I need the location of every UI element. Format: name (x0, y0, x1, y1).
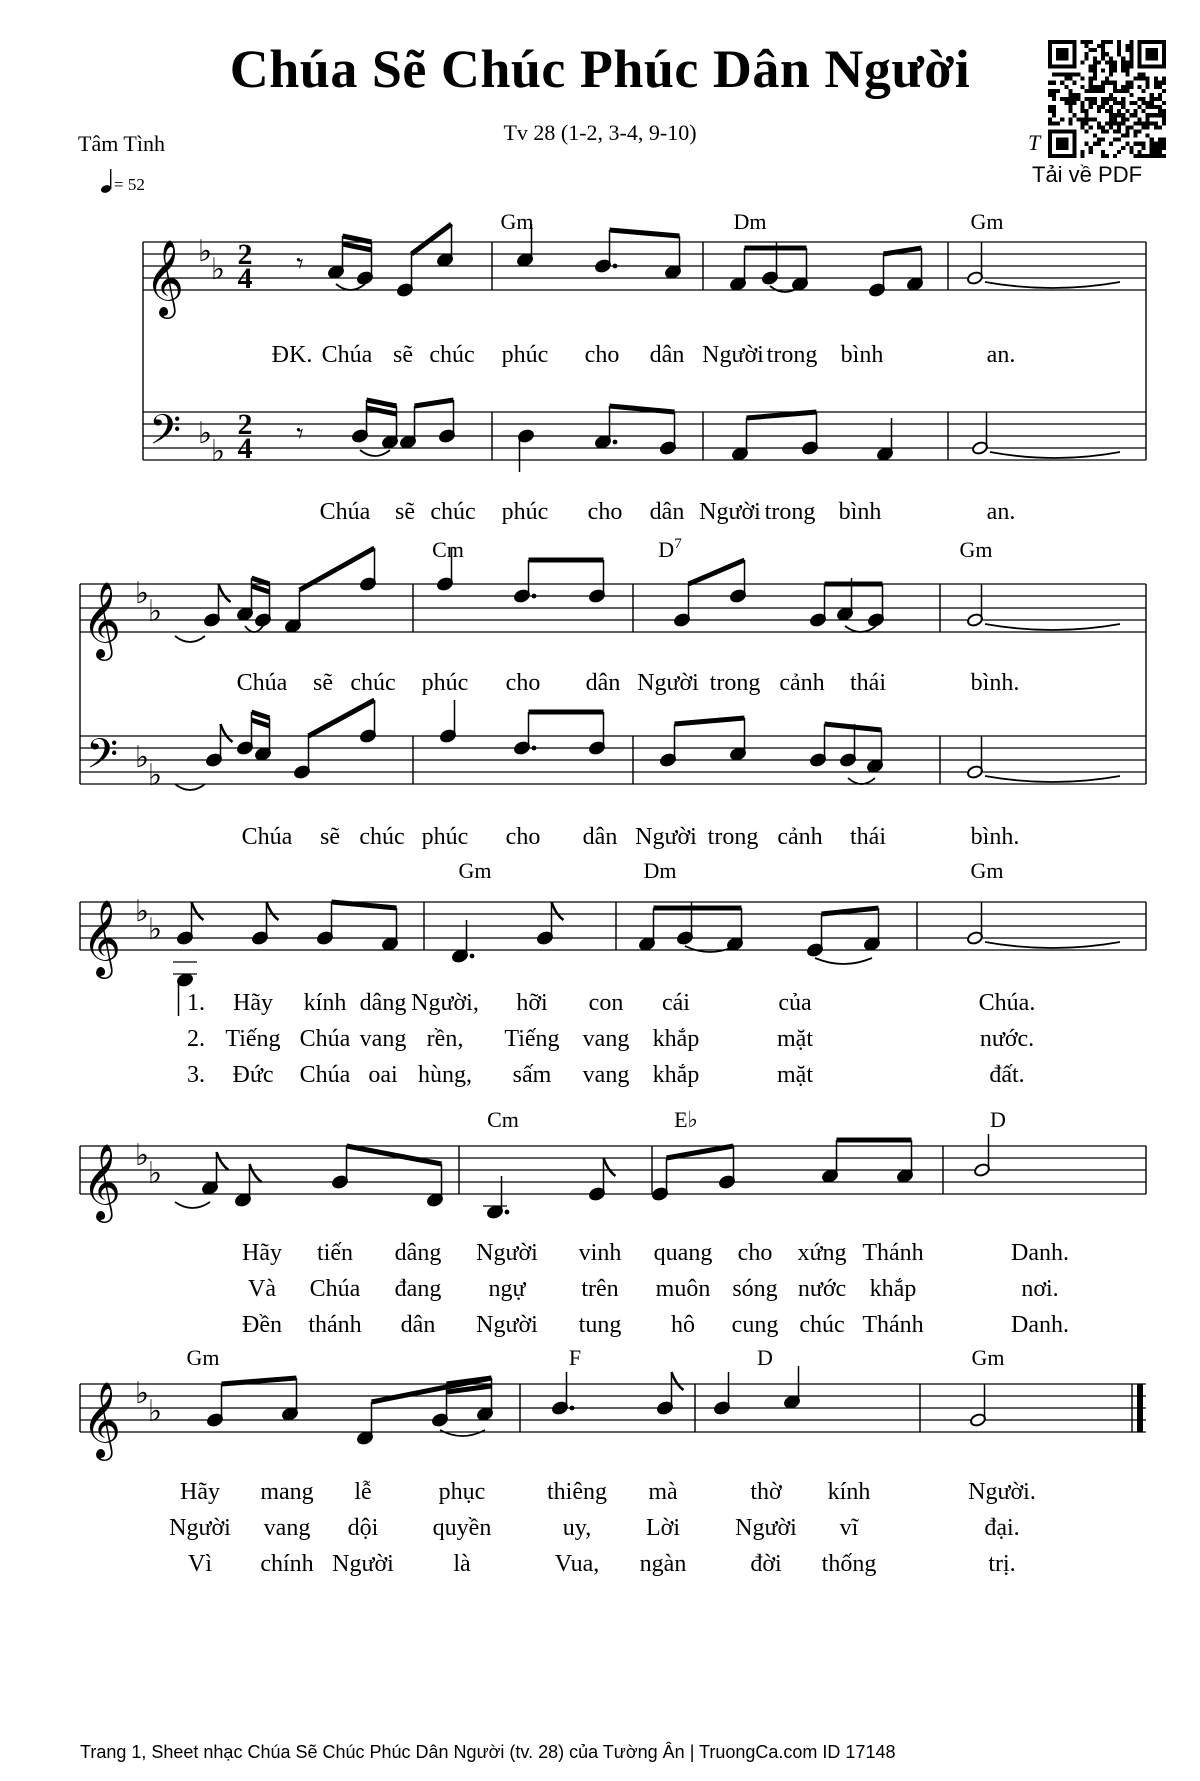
treble-lyric: dân (649, 342, 685, 368)
verse-lyric: chính (260, 1551, 314, 1577)
key-flat: ♭ (134, 576, 150, 611)
verse-lyric: hô (671, 1312, 695, 1338)
verse-lyric: thờ (750, 1479, 782, 1505)
verse-lyric: Người, (411, 990, 479, 1016)
key-flat: ♭ (197, 234, 213, 269)
verse-lyric: thiêng (547, 1479, 607, 1505)
bass-lyric: Chúa (319, 499, 371, 525)
chord-symbol: Gm (186, 1345, 220, 1370)
bass-lyric: sẽ (395, 499, 415, 525)
verse-lyric: con (588, 990, 624, 1016)
note (659, 724, 676, 767)
verse-lyric: Thánh (862, 1312, 924, 1338)
beam (610, 406, 675, 412)
verse-lyric: quang (653, 1240, 713, 1266)
treble-clef: 𝄞 (82, 1143, 122, 1220)
tie (815, 958, 872, 964)
note (966, 242, 983, 285)
note (551, 1372, 568, 1415)
chord-symbol: Gm (970, 858, 1004, 883)
treble-clef: 𝄞 (145, 239, 185, 316)
chord-symbol: Gm (970, 209, 1004, 234)
verse-lyric: uy, (562, 1515, 592, 1541)
beam (447, 1378, 492, 1384)
verse-lyric: Vua, (554, 1551, 600, 1577)
beam (610, 230, 680, 236)
treble-lyric: trong (766, 342, 818, 368)
verse-lyric: vang (582, 1062, 630, 1088)
beam (222, 1378, 297, 1384)
verse-lyric: đời (750, 1551, 782, 1577)
final-barline (1137, 1384, 1143, 1432)
key-flat: ♭ (197, 416, 213, 451)
psalm-reference: Tv 28 (1-2, 3-4, 9-10) (503, 120, 697, 145)
verse-lyric: Tiếng (504, 1026, 560, 1052)
chord-symbol: Dm (643, 858, 677, 883)
bass-lyric: trong (764, 499, 816, 525)
tie (440, 1430, 485, 1436)
chord-symbol: Gm (500, 209, 534, 234)
note (517, 429, 534, 472)
note (973, 1134, 990, 1177)
verse-lyric: nơi. (1021, 1276, 1059, 1302)
verse-lyric: tiến (317, 1240, 353, 1266)
beam (343, 236, 372, 242)
verse-lyric: Người (169, 1515, 231, 1541)
flag (552, 902, 564, 920)
key-flat: ♭ (210, 252, 226, 287)
verse-lyric: cung (731, 1312, 779, 1338)
bass-lyric: dân (649, 499, 685, 525)
treble-lyric: dân (585, 670, 621, 696)
treble-lyric: sẽ (313, 670, 333, 696)
flag (192, 902, 204, 920)
note (203, 584, 220, 627)
tie (985, 776, 1120, 782)
verse-lyric: Người. (968, 1479, 1036, 1505)
note (236, 712, 253, 755)
note (806, 914, 823, 957)
flag (604, 1158, 616, 1176)
treble-lyric: cảnh (779, 670, 825, 696)
tempo-value: = 52 (114, 175, 145, 194)
note (588, 560, 605, 603)
composer-credit-partial: T (1028, 130, 1041, 155)
time-sig-bottom: 4 (237, 432, 253, 465)
bass-lyric: phúc (421, 824, 469, 850)
key-flat: ♭ (210, 434, 226, 469)
treble-lyric: Chúa (236, 670, 288, 696)
beam (309, 700, 375, 736)
key-flat: ♭ (134, 1138, 150, 1173)
beam (367, 400, 397, 406)
note (867, 584, 884, 627)
note (966, 736, 983, 779)
verse-lyric: Chúa (309, 1276, 361, 1302)
verse-lyric: dội (347, 1515, 379, 1541)
note (588, 712, 605, 755)
flag (221, 724, 233, 742)
verse-lyric: Người (332, 1551, 394, 1577)
bass-lyric: bình (838, 499, 882, 525)
treble-clef: 𝄞 (82, 581, 122, 658)
tie (985, 624, 1120, 630)
download-pdf-link[interactable]: Tải về PDF (1032, 162, 1143, 187)
key-flat: ♭ (147, 1394, 163, 1429)
verse-lyric: hỡi (516, 990, 548, 1016)
tie (175, 784, 205, 790)
bass-clef: 𝄢 (86, 730, 119, 788)
note (971, 412, 988, 455)
treble-lyric: an. (986, 342, 1016, 368)
flag (267, 902, 279, 920)
chord-symbol: Cm (487, 1107, 519, 1132)
note (659, 412, 676, 455)
verse-lyric: ngàn (639, 1551, 687, 1577)
verse-lyric: Người (476, 1312, 538, 1338)
verse-lyric: trị. (988, 1551, 1016, 1577)
note (351, 400, 368, 443)
page-footer: Trang 1, Sheet nhạc Chúa Sẽ Chúc Phúc Dân Người (tv. 28) của Tường Ân | TruongCa.com ID 17148 (80, 1742, 896, 1762)
note (966, 584, 983, 627)
verse-lyric: đất. (989, 1062, 1025, 1088)
treble-staff (80, 1384, 1146, 1432)
note (439, 700, 456, 743)
dot (505, 1210, 510, 1215)
tie (360, 450, 390, 456)
note (594, 230, 611, 273)
verse-lyric: muôn (655, 1276, 711, 1302)
treble-lyric: cho (584, 342, 620, 368)
note (713, 1372, 730, 1415)
verse-lyric: hùng, (418, 1062, 472, 1088)
note (396, 254, 413, 297)
verse-lyric: Người (735, 1515, 797, 1541)
beam (252, 586, 270, 592)
verse-lyric: Hãy (180, 1479, 220, 1505)
treble-lyric: sẽ (393, 342, 413, 368)
chord-symbol: Gm (959, 537, 993, 562)
verse-lyric: mặt (777, 1026, 813, 1052)
treble-staff (143, 242, 1146, 290)
key-flat: ♭ (134, 740, 150, 775)
bass-lyric: trong (707, 824, 759, 850)
verse-lyric: vinh (578, 1240, 622, 1266)
treble-clef: 𝄞 (82, 1381, 122, 1458)
note (293, 736, 310, 779)
treble-lyric: phúc (501, 342, 549, 368)
verse-lyric: Lời (645, 1515, 681, 1541)
beam (252, 720, 270, 726)
verse-lyric: dâng (359, 990, 407, 1016)
eighth-rest: 𝄾 (296, 417, 304, 451)
tie (985, 942, 1120, 948)
dot (613, 440, 618, 445)
key-flat: ♭ (147, 912, 163, 947)
verse-lyric: oai (368, 1062, 398, 1088)
chord-symbol: D (757, 1345, 773, 1370)
note (783, 1366, 800, 1409)
bass-lyric: an. (986, 499, 1016, 525)
verse-lyric: mang (260, 1479, 314, 1505)
verse-lyric: Người (476, 1240, 538, 1266)
verse-lyric: vang (582, 1026, 630, 1052)
beam (884, 248, 922, 254)
verse-lyric: Chúa (299, 1062, 351, 1088)
beam (747, 412, 817, 418)
note (969, 1384, 986, 1427)
note (839, 724, 856, 767)
verse-lyric: vang (263, 1515, 311, 1541)
verse-lyric: Tiếng (225, 1026, 281, 1052)
beam (347, 1146, 442, 1164)
verse-lyric: đại. (984, 1515, 1020, 1541)
note (316, 902, 333, 945)
flag (250, 1164, 262, 1182)
lyricist-credit: Tâm Tình (78, 131, 165, 156)
verse-lyric: đang (394, 1276, 442, 1302)
treble-lyric: ĐK. (271, 342, 313, 368)
verse-lyric: của (778, 990, 812, 1016)
note (513, 712, 530, 755)
treble-lyric: chúc (429, 342, 475, 368)
verse-lyric: chúc (799, 1312, 845, 1338)
treble-lyric: Người (637, 670, 699, 696)
page-title: Chúa Sẽ Chúc Phúc Dân Người (229, 39, 971, 99)
verse-lyric: 3. (187, 1062, 205, 1088)
verse-lyric: tung (578, 1312, 622, 1338)
verse-lyric: sấm (512, 1062, 552, 1088)
beam (415, 400, 454, 406)
tie (848, 778, 875, 784)
verse-lyric: Chúa (299, 1026, 351, 1052)
key-flat: ♭ (134, 1376, 150, 1411)
note (588, 1158, 605, 1201)
note (536, 902, 553, 945)
note (251, 902, 268, 945)
note (868, 254, 885, 297)
verse-lyric: vang (359, 1026, 407, 1052)
verse-lyric: 1. (187, 990, 205, 1016)
note (809, 584, 826, 627)
note (513, 560, 530, 603)
bass-lyric: bình. (970, 824, 1020, 850)
dot (470, 954, 475, 959)
time-sig-bottom: 4 (237, 262, 253, 295)
verse-lyric: dân (400, 1312, 436, 1338)
verse-lyric: mặt (777, 1062, 813, 1088)
verse-lyric: thống (821, 1551, 877, 1577)
treble-lyric: thái (850, 670, 886, 696)
verse-lyric: nước (797, 1276, 847, 1302)
verse-lyric: Hãy (242, 1240, 282, 1266)
key-flat: ♭ (134, 894, 150, 929)
key-flat: ♭ (147, 758, 163, 793)
verse-lyric: kính (303, 990, 347, 1016)
flag (217, 1152, 229, 1170)
verse-lyric: trên (581, 1276, 619, 1302)
beam (252, 712, 270, 718)
treble-lyric: chúc (350, 670, 396, 696)
tie (245, 626, 263, 632)
eighth-rest: 𝄾 (296, 247, 304, 281)
chord-symbol: Dm (733, 209, 767, 234)
chord-symbol: D (990, 1107, 1006, 1132)
flag (219, 584, 231, 602)
verse-lyric: Đức (232, 1062, 274, 1088)
note (176, 902, 193, 945)
verse-lyric: cái (662, 990, 690, 1016)
bass-lyric: cảnh (777, 824, 823, 850)
note (651, 1158, 668, 1201)
chord-symbol: E♭ (674, 1107, 698, 1132)
verse-lyric: Chúa. (978, 990, 1036, 1016)
bass-lyric: cho (505, 824, 541, 850)
beam (667, 1146, 734, 1158)
verse-lyric: 2. (187, 1026, 205, 1052)
note (331, 1146, 348, 1189)
key-flat: ♭ (147, 1156, 163, 1191)
beam (367, 408, 397, 414)
note (718, 1146, 735, 1189)
dot (613, 264, 618, 269)
bass-clef: 𝄢 (149, 406, 182, 464)
time-sig-top: 2 (237, 238, 253, 271)
bass-lyric: Chúa (241, 824, 293, 850)
tie (845, 626, 876, 632)
chord-symbol: F (568, 1345, 582, 1370)
beam (332, 902, 397, 908)
beam (689, 560, 745, 584)
verse-lyric: là (453, 1551, 471, 1577)
verse-lyric: khắp (652, 1026, 700, 1052)
verse-lyric: rền, (426, 1026, 464, 1052)
dot (532, 594, 537, 599)
note (801, 412, 818, 455)
note (205, 724, 222, 767)
tie (985, 282, 1120, 288)
tie (336, 284, 365, 290)
verse-lyric: Thánh (862, 1240, 924, 1266)
chord-symbol: $D^7$ (658, 536, 682, 562)
dot (570, 1406, 575, 1411)
chord-symbol: Gm (971, 1345, 1005, 1370)
verse-lyric: xứng (797, 1240, 847, 1266)
note (656, 1372, 673, 1415)
verse-lyric: kính (827, 1479, 871, 1505)
verse-lyric: mà (648, 1479, 678, 1505)
verse-lyric: Danh. (1011, 1240, 1069, 1266)
treble-lyric: Người (702, 342, 764, 368)
treble-lyric: cho (505, 670, 541, 696)
treble-lyric: Chúa (321, 342, 373, 368)
verse-lyric: Và (248, 1276, 276, 1302)
key-flat: ♭ (147, 594, 163, 629)
bass-lyric: cho (587, 499, 623, 525)
verse-lyric: khắp (869, 1276, 917, 1302)
treble-lyric: bình. (970, 670, 1020, 696)
bass-lyric: phúc (501, 499, 549, 525)
verse-lyric: phục (438, 1479, 486, 1505)
verse-lyric: lễ (354, 1479, 372, 1505)
note (438, 400, 455, 443)
verse-lyric: vĩ (839, 1515, 859, 1541)
verse-lyric: quyền (432, 1515, 492, 1541)
verse-lyric: khắp (652, 1062, 700, 1088)
beam (412, 224, 452, 254)
chord-symbol: Cm (432, 537, 464, 562)
verse-lyric: Đền (242, 1312, 282, 1338)
treble-lyric: phúc (421, 670, 469, 696)
treble-lyric: bình (840, 342, 884, 368)
note (809, 724, 826, 767)
beam (343, 244, 372, 250)
note (206, 1384, 223, 1427)
bass-lyric: Người (699, 499, 761, 525)
bass-lyric: thái (850, 824, 886, 850)
tie (175, 1202, 210, 1208)
dot (532, 746, 537, 751)
note (966, 902, 983, 945)
verse-lyric: Vì (188, 1551, 212, 1577)
verse-lyric: sóng (732, 1276, 778, 1302)
note (673, 584, 690, 627)
bass-lyric: chúc (359, 824, 405, 850)
verse-lyric: cho (737, 1240, 773, 1266)
verse-lyric: thánh (308, 1312, 362, 1338)
treble-lyric: trong (709, 670, 761, 696)
beam (675, 718, 745, 724)
treble-clef: 𝄞 (82, 899, 122, 976)
verse-lyric: nước. (979, 1026, 1035, 1052)
bass-lyric: sẽ (320, 824, 340, 850)
flag (672, 1372, 684, 1390)
time-sig-top: 2 (237, 408, 253, 441)
beam (825, 724, 882, 730)
beam (252, 578, 270, 584)
tie (175, 636, 205, 642)
chord-symbol: Gm (458, 858, 492, 883)
verse-lyric: Hãy (233, 990, 273, 1016)
bass-lyric: dân (582, 824, 618, 850)
note (729, 718, 746, 761)
verse-lyric: ngự (488, 1276, 526, 1302)
verse-lyric: dâng (394, 1240, 442, 1266)
verse-lyric: Danh. (1011, 1312, 1069, 1338)
bass-lyric: chúc (430, 499, 476, 525)
bass-lyric: Người (635, 824, 697, 850)
tie (990, 452, 1120, 458)
beam (822, 908, 879, 914)
